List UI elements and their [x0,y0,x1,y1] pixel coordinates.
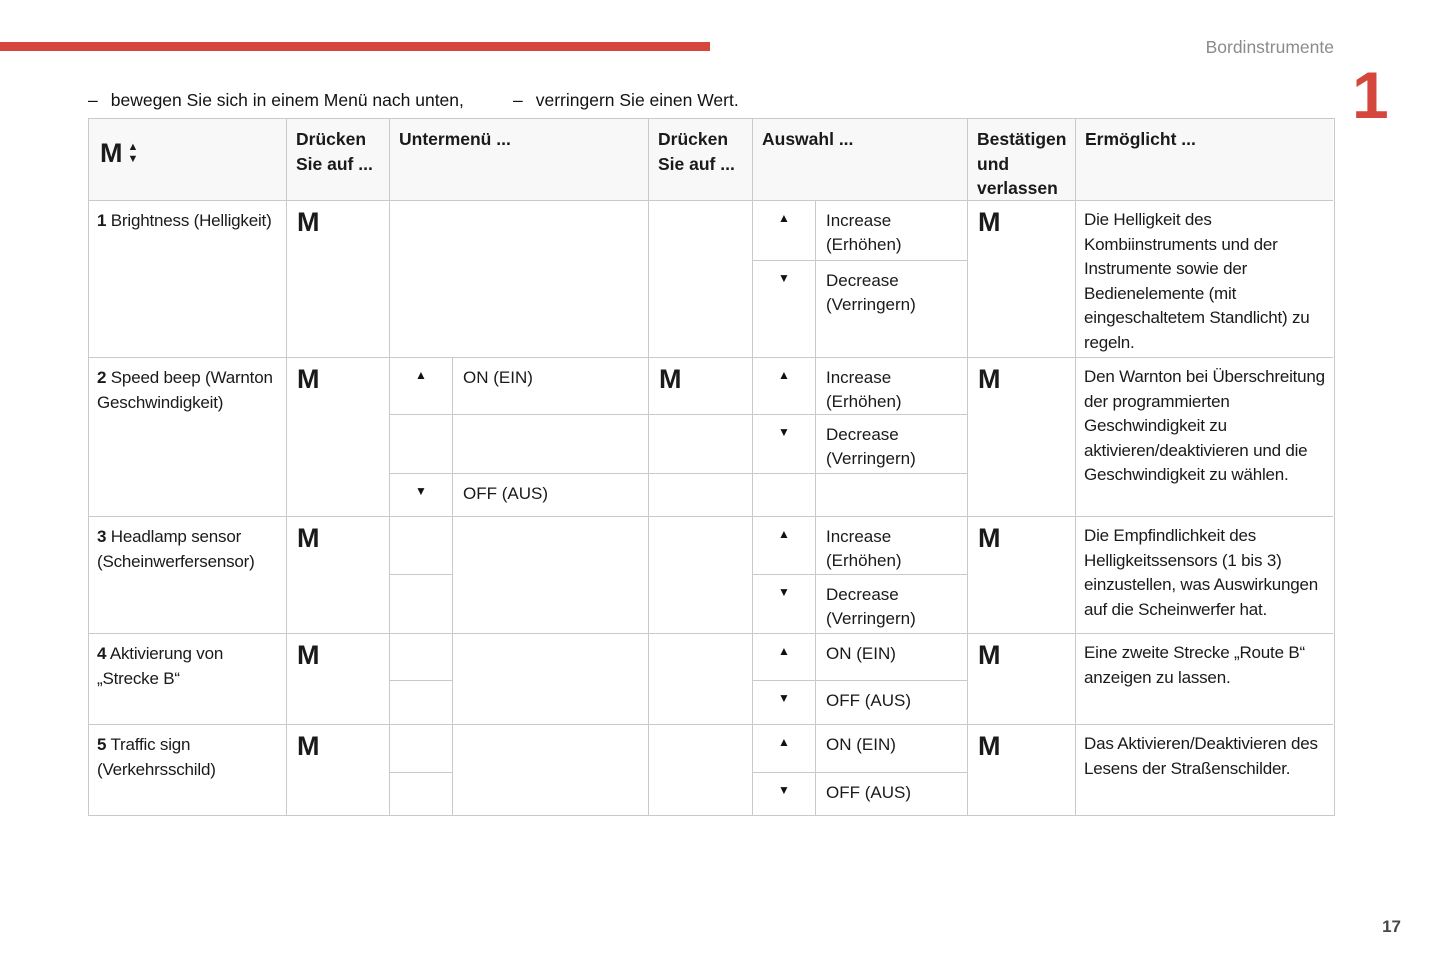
selection-value: ON (EIN) [826,644,896,663]
empty-cell [390,517,452,575]
empty-cell [390,634,452,681]
intro-item-decrease-value [513,90,739,111]
item-label: Aktivierung von „Strecke B“ [97,644,224,688]
up-arrow-icon: ▲ [753,634,816,680]
selection-option [753,201,967,261]
empty-arrow-cell [753,474,816,516]
empty-arrow-column [390,634,453,724]
cell-confirm-m: M [968,725,1076,815]
submenu-value: ON (EIN) [463,368,533,387]
dash-bullet: – [88,90,98,110]
up-arrow-icon: ▲ [127,141,139,153]
cell-item-name [89,358,287,517]
selection-option [753,517,967,575]
selection-option [753,681,967,724]
press2-m: M [649,358,752,415]
down-arrow-icon: ▼ [753,415,816,473]
item-label: Headlamp sensor (Scheinwerfersensor) [97,527,255,571]
selection-value: Decrease (Verringern) [826,425,916,468]
item-number: 3 [97,527,107,546]
cell-selection [753,725,968,815]
cell-confirm-m: M [968,201,1076,358]
selection-option [753,415,967,474]
item-number: 1 [97,211,107,230]
selection-option [753,634,967,681]
cell-selection [753,358,968,517]
item-label: Brightness (Helligkeit) [110,211,272,230]
submenu-option [390,474,648,516]
submenu-spacer [390,415,648,474]
cell-confirm-m: M [968,634,1076,725]
item-number: 4 [97,644,107,663]
selection-value: Increase (Erhöhen) [826,527,902,570]
down-arrow-icon: ▼ [390,474,453,516]
down-arrow-icon: ▼ [127,153,139,165]
empty-cell [390,575,452,633]
cell-press-m: M [287,517,390,634]
header-press: Drücken Sie auf ... [287,119,390,201]
menu-arrows [128,141,139,165]
cell-press-m: M [287,358,390,517]
down-arrow-icon: ▼ [753,773,816,815]
cell-enables: Die Empfindlichkeit des Helligkeitssensors (1 bis 3) einzustellen, was Auswirkungen auf die Scheinwerfer hat. [1076,517,1333,634]
table-row [89,634,1334,725]
submenu-option [390,358,648,415]
down-arrow-icon: ▼ [753,575,816,633]
selection-option [753,575,967,633]
empty-arrow-cell [390,415,453,473]
table-row [89,201,1334,358]
empty-cell [649,415,752,474]
selection-value: OFF (AUS) [826,783,911,802]
empty-value-cell [453,725,648,815]
up-arrow-icon: ▲ [753,201,816,260]
cell-enables: Eine zweite Strecke „Route B“ anzeigen zu lassen. [1076,634,1333,725]
intro-text: verringern Sie einen Wert. [535,90,739,110]
empty-value-cell [453,634,648,724]
item-label: Traffic sign (Verkehrsschild) [97,735,216,779]
selection-spacer [753,474,967,516]
selection-option [753,725,967,773]
header-press-2: Drücken Sie auf ... [649,119,753,201]
page-title: Bordinstrumente [1205,37,1334,57]
cell-submenu-empty [390,517,649,634]
empty-arrow-column [390,725,453,815]
header-selection: Auswahl ... [753,119,968,201]
selection-option [753,261,967,357]
cell-press-m: M [287,725,390,815]
empty-value-cell [453,517,648,633]
empty-cell [390,773,452,815]
cell-submenu-empty [390,634,649,725]
selection-value: Increase (Erhöhen) [826,368,902,411]
cell-press-m: M [287,634,390,725]
item-number: 5 [97,735,107,754]
cell-press2-empty [649,634,753,725]
header-menu-button [89,119,287,201]
empty-value-cell [816,474,967,516]
empty-cell [390,725,452,773]
up-arrow-icon: ▲ [753,358,816,414]
cell-item-name [89,517,287,634]
empty-cell [649,474,752,516]
header-submenu: Untermenü ... [390,119,649,201]
cell-selection [753,517,968,634]
header-enables: Ermöglicht ... [1076,119,1333,201]
menu-settings-table [88,118,1335,816]
cell-confirm-m: M [968,358,1076,517]
selection-value: ON (EIN) [826,735,896,754]
item-label: Speed beep (Warnton Geschwindigkeit) [97,368,273,412]
item-number: 2 [97,368,107,387]
up-arrow-icon: ▲ [753,725,816,772]
cell-submenu-empty [390,201,649,358]
up-arrow-icon: ▲ [390,358,453,414]
table-row [89,725,1334,815]
cell-selection [753,201,968,358]
cell-confirm-m: M [968,517,1076,634]
red-accent-bar [0,42,710,51]
table-row [89,517,1334,634]
down-arrow-icon: ▼ [753,681,816,724]
selection-value: Decrease (Verringern) [826,585,916,628]
selection-option [753,773,967,815]
intro-item-scroll-down [88,90,464,111]
cell-enables: Den Warnton bei Überschreitung der programmierten Geschwindigkeit zu aktivieren/deaktivieren und die Geschwindigkeit zu wählen. [1076,358,1333,517]
cell-submenu [390,358,649,517]
empty-value-cell [453,415,648,473]
menu-button-label: M [100,138,123,168]
cell-enables: Das Aktivieren/Deaktivieren des Lesens der Straßenschilder. [1084,734,1318,778]
page-number: 17 [1382,917,1401,936]
cell-press-m: M [287,201,390,358]
cell-press2-empty [649,201,753,358]
header-confirm-exit: Bestätigen und verlassen [968,119,1076,201]
intro-text: bewegen Sie sich in einem Menü nach unten, [110,90,464,110]
cell-press2 [649,358,753,517]
cell-selection [753,634,968,725]
submenu-value: OFF (AUS) [463,484,548,503]
selection-value: Decrease (Verringern) [826,271,916,314]
empty-arrow-column [390,517,453,633]
cell-item-name [89,725,287,815]
cell-item-name [89,201,287,358]
cell-press2-empty [649,725,753,815]
selection-value: OFF (AUS) [826,691,911,710]
cell-press2-empty [649,517,753,634]
cell-enables: Die Helligkeit des Kombiinstruments und der Instrumente sowie der Bedienelemente (mit eingeschaltetem Standlicht) zu regeln. [1076,201,1333,358]
selection-value: Increase (Erhöhen) [826,211,902,254]
up-arrow-icon: ▲ [753,517,816,574]
dash-bullet: – [513,90,523,110]
table-row [89,358,1334,517]
selection-option [753,358,967,415]
down-arrow-icon: ▼ [753,261,816,357]
chapter-number: 1 [1352,58,1389,132]
table-header-row [89,119,1334,201]
cell-item-name [89,634,287,725]
empty-cell [390,681,452,724]
cell-submenu-empty [390,725,649,815]
